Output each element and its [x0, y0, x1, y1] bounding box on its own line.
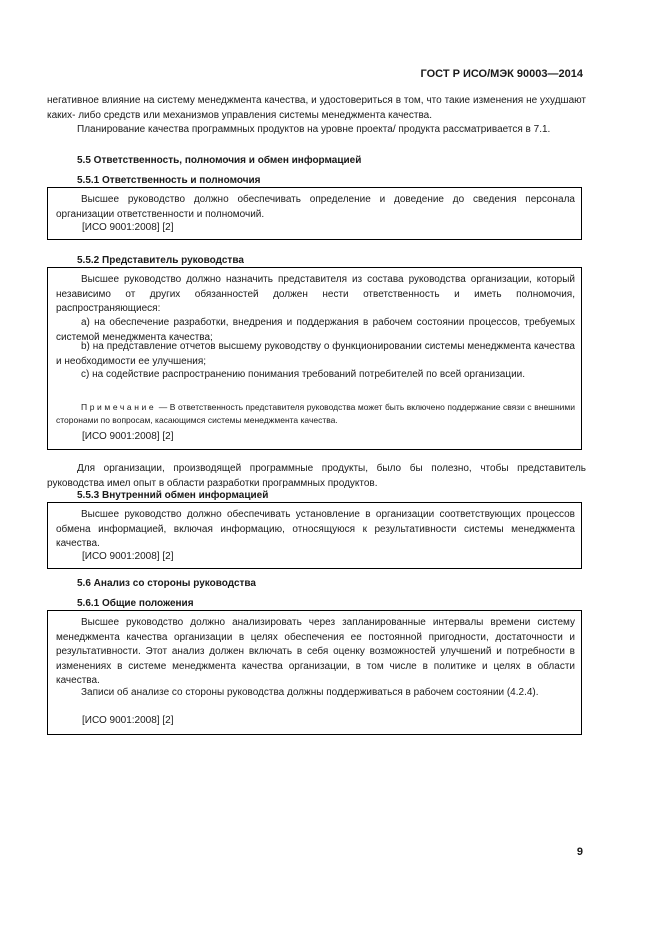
paragraph-after-5-5-2: Для организации, производящей программные продукты, было бы полезно, чтобы представитель руководства имел опыт в области разработки программных продуктов. — [47, 463, 586, 489]
note-text: — В ответственность представителя руководства может быть включено поддержание связи с внешними сторонами по вопросам, касающимся системы менеджмента качества. — [56, 402, 575, 425]
section-5-5-heading: 5.5 Ответственность, полномочия и обмен информацией — [77, 155, 362, 166]
section-5-6-heading: 5.6 Анализ со стороны руководства — [77, 578, 256, 589]
reference: [ИСО 9001:2008] [2] — [82, 551, 174, 562]
quote-box-5-5-2 — [47, 267, 582, 450]
section-5-5-2-heading: 5.5.2 Представитель руководства — [77, 255, 244, 266]
reference: [ИСО 9001:2008] [2] — [82, 431, 174, 442]
quote-text-2: Записи об анализе со стороны руководства должны поддерживаться в рабочем состоянии (4.2.4). — [81, 687, 539, 698]
reference: [ИСО 9001:2008] [2] — [82, 222, 174, 233]
list-item-b: b) на представление отчетов высшему руководству о функционировании системы менеджмента качества и необходимости ее улучшения; — [56, 341, 575, 367]
quote-box-5-6-1 — [47, 610, 582, 735]
quote-text: Высшее руководство должно назначить представителя из состава руководства организации, который независимо от других обязанностей должен нести ответственность и иметь полномочия, распространяющиеся: — [56, 274, 575, 315]
list-item-a: a) на обеспечение разработки, внедрения и поддержания в рабочем состоянии процессов, требуемых системой менеджмента качества; — [56, 317, 575, 343]
intro-paragraph-2: Планирование качества программных продуктов на уровне проекта/ продукта рассматривается в 7.1. — [77, 124, 551, 135]
quote-text: Высшее руководство должно обеспечивать установление в организации соответствующих процессов обмена информацией, включая информацию, относящуюся к результативности системы менеджмента качества. — [56, 509, 575, 550]
section-5-6-1-heading: 5.6.1 Общие положения — [77, 598, 194, 609]
section-5-5-3-heading: 5.5.3 Внутренний обмен информацией — [77, 490, 269, 501]
quote-text: Высшее руководство должно обеспечивать определение и доведение до сведения персонала организации ответственности и полномочий. — [56, 194, 575, 220]
page-number: 9 — [576, 846, 583, 858]
intro-paragraph-1: негативное влияние на систему менеджмента качества, и удостовериться в том, что такие изменения не ухудшают каких- либо средств или механизмов управления системы менеджмента качества. — [47, 95, 586, 121]
note-label: Примечание — [81, 402, 157, 412]
quote-text: Высшее руководство должно анализировать через запланированные интервалы времени систему менеджмента качества организации в целях обеспечения ее постоянной пригодности, достаточности и результативности. Этот анализ должен включать в себя оценку возможностей улучшений и потребности в изменениях в системе менеджмента качества организации, в том числе в политике и целях в области качества. — [56, 617, 575, 687]
reference: [ИСО 9001:2008] [2] — [82, 715, 174, 726]
quote-box-5-5-3 — [47, 502, 582, 569]
standard-header: ГОСТ Р ИСО/МЭК 90003—2014 — [420, 68, 583, 80]
note — [56, 401, 575, 426]
quote-box-5-5-1 — [47, 187, 582, 240]
list-item-c: c) на содействие распространению понимания требований потребителей по всей организации. — [81, 369, 526, 380]
section-5-5-1-heading: 5.5.1 Ответственность и полномочия — [77, 175, 261, 186]
